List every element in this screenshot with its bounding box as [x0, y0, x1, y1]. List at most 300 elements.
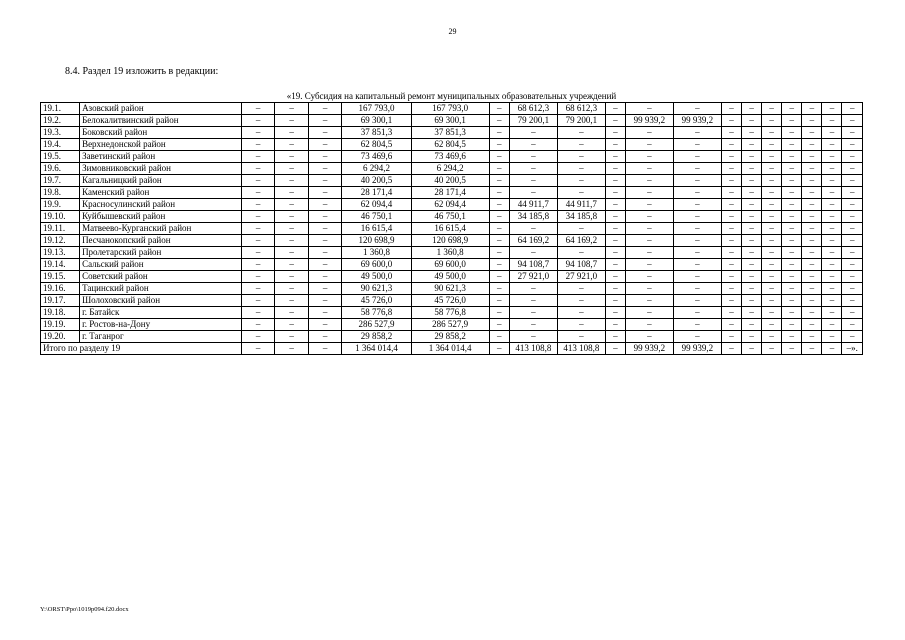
total-cell: – — [802, 343, 822, 355]
table-cell: – — [822, 151, 842, 163]
table-cell: – — [275, 271, 308, 283]
table-cell: – — [742, 307, 762, 319]
table-cell: – — [275, 331, 308, 343]
table-cell: 69 600,0 — [342, 259, 411, 271]
table-cell: – — [308, 127, 341, 139]
total-cell: – — [605, 343, 625, 355]
table-cell: – — [673, 235, 721, 247]
table-cell: – — [605, 151, 625, 163]
table-cell: – — [241, 103, 274, 115]
table-cell: – — [762, 103, 782, 115]
table-cell: – — [625, 163, 673, 175]
table-cell: – — [308, 235, 341, 247]
table-cell: – — [275, 295, 308, 307]
row-district-name: Матвеево-Курганский район — [80, 223, 242, 235]
table-cell: – — [241, 115, 274, 127]
table-cell: – — [489, 187, 509, 199]
table-cell: – — [782, 223, 802, 235]
table-row — [41, 139, 863, 151]
table-cell: – — [802, 115, 822, 127]
table-cell: 120 698,9 — [411, 235, 489, 247]
table-cell: – — [275, 139, 308, 151]
table-cell: – — [509, 151, 557, 163]
table-cell: – — [625, 307, 673, 319]
table-row — [41, 331, 863, 343]
table-cell: – — [489, 199, 509, 211]
table-cell: – — [782, 283, 802, 295]
table-cell: 40 200,5 — [342, 175, 411, 187]
table-cell: – — [822, 199, 842, 211]
table-cell: – — [822, 271, 842, 283]
table-cell: – — [509, 283, 557, 295]
table-cell: – — [822, 223, 842, 235]
table-cell: – — [802, 295, 822, 307]
table-cell: – — [241, 211, 274, 223]
table-cell: – — [822, 103, 842, 115]
table-cell: – — [625, 211, 673, 223]
table-cell: – — [241, 259, 274, 271]
table-cell: – — [625, 283, 673, 295]
table-cell: – — [802, 127, 822, 139]
table-row — [41, 175, 863, 187]
table-cell: 6 294,2 — [342, 163, 411, 175]
table-cell: – — [782, 151, 802, 163]
table-cell: – — [489, 139, 509, 151]
table-cell: – — [842, 307, 863, 319]
row-number: 19.6. — [41, 163, 80, 175]
table-cell: 99 939,2 — [625, 115, 673, 127]
table-cell: – — [802, 247, 822, 259]
table-cell: – — [721, 247, 741, 259]
table-cell: – — [762, 235, 782, 247]
table-cell: – — [782, 139, 802, 151]
table-cell: – — [673, 187, 721, 199]
total-cell: – — [489, 343, 509, 355]
table-cell: 49 500,0 — [411, 271, 489, 283]
table-cell: – — [489, 331, 509, 343]
row-district-name: Каменский район — [80, 187, 242, 199]
table-cell: – — [605, 283, 625, 295]
table-cell: 1 360,8 — [342, 247, 411, 259]
row-district-name: Куйбышевский район — [80, 211, 242, 223]
table-cell: – — [308, 307, 341, 319]
row-district-name: Песчанокопский район — [80, 235, 242, 247]
table-cell: – — [782, 211, 802, 223]
table-cell: – — [673, 151, 721, 163]
table-cell: – — [625, 235, 673, 247]
table-cell: – — [842, 139, 863, 151]
row-number: 19.4. — [41, 139, 80, 151]
table-row — [41, 103, 863, 115]
table-cell: – — [802, 211, 822, 223]
table-cell: 58 776,8 — [411, 307, 489, 319]
total-cell: – — [822, 343, 842, 355]
table-cell: – — [275, 103, 308, 115]
table-cell: – — [802, 307, 822, 319]
table-cell: 64 169,2 — [509, 235, 557, 247]
table-cell: – — [721, 283, 741, 295]
table-cell: 58 776,8 — [342, 307, 411, 319]
table-cell: – — [625, 223, 673, 235]
table-cell: – — [557, 319, 605, 331]
table-cell: – — [489, 319, 509, 331]
table-cell: – — [742, 283, 762, 295]
table-cell: – — [762, 115, 782, 127]
table-cell: – — [842, 331, 863, 343]
table-cell: – — [308, 271, 341, 283]
table-cell: – — [842, 163, 863, 175]
table-cell: – — [308, 283, 341, 295]
table-cell: – — [762, 151, 782, 163]
table-cell: – — [625, 331, 673, 343]
row-number: 19.5. — [41, 151, 80, 163]
table-cell: – — [673, 331, 721, 343]
table-cell: 40 200,5 — [411, 175, 489, 187]
table-cell: – — [241, 319, 274, 331]
table-cell: – — [762, 247, 782, 259]
table-cell: – — [721, 331, 741, 343]
table-row — [41, 151, 863, 163]
table-cell: – — [605, 199, 625, 211]
table-cell: – — [605, 175, 625, 187]
table-cell: – — [762, 331, 782, 343]
table-cell: – — [782, 235, 802, 247]
table-cell: – — [842, 235, 863, 247]
table-cell: – — [673, 139, 721, 151]
table-cell: – — [489, 247, 509, 259]
table-cell: – — [782, 127, 802, 139]
table-cell: – — [802, 187, 822, 199]
table-cell: – — [822, 175, 842, 187]
table-cell: – — [762, 199, 782, 211]
table-cell: – — [721, 307, 741, 319]
table-cell: – — [782, 175, 802, 187]
table-cell: 49 500,0 — [342, 271, 411, 283]
row-district-name: Верхнедонской район — [80, 139, 242, 151]
table-row — [41, 235, 863, 247]
table-cell: – — [557, 295, 605, 307]
table-cell: – — [742, 271, 762, 283]
table-cell: – — [489, 259, 509, 271]
table-cell: – — [557, 331, 605, 343]
table-cell: – — [509, 247, 557, 259]
table-cell: – — [802, 283, 822, 295]
table-cell: – — [673, 319, 721, 331]
table-cell: – — [822, 307, 842, 319]
table-cell: 69 300,1 — [342, 115, 411, 127]
table-cell: 62 804,5 — [342, 139, 411, 151]
table-cell: – — [308, 175, 341, 187]
total-cell: 99 939,2 — [673, 343, 721, 355]
table-cell: – — [782, 247, 802, 259]
table-cell: 90 621,3 — [411, 283, 489, 295]
table-row — [41, 283, 863, 295]
total-cell: – — [742, 343, 762, 355]
table-cell: – — [742, 151, 762, 163]
table-cell: – — [557, 307, 605, 319]
table-cell: 64 169,2 — [557, 235, 605, 247]
table-cell: 27 921,0 — [509, 271, 557, 283]
table-cell: 62 094,4 — [342, 199, 411, 211]
table-cell: 44 911,7 — [557, 199, 605, 211]
table-row — [41, 259, 863, 271]
table-cell: – — [557, 187, 605, 199]
table-cell: – — [241, 247, 274, 259]
total-cell: 413 108,8 — [509, 343, 557, 355]
table-cell: 29 858,2 — [411, 331, 489, 343]
table-cell: – — [802, 319, 822, 331]
table-cell: – — [605, 187, 625, 199]
table-cell: – — [842, 259, 863, 271]
table-cell: 45 726,0 — [342, 295, 411, 307]
table-cell: – — [742, 211, 762, 223]
table-cell: 34 185,8 — [509, 211, 557, 223]
table-cell: – — [308, 103, 341, 115]
table-cell: – — [822, 127, 842, 139]
table-cell: 79 200,1 — [557, 115, 605, 127]
total-label: Итого по разделу 19 — [41, 343, 242, 355]
table-cell: – — [241, 187, 274, 199]
row-district-name: Заветинский район — [80, 151, 242, 163]
row-number: 19.14. — [41, 259, 80, 271]
table-cell: – — [762, 127, 782, 139]
table-cell: 94 108,7 — [509, 259, 557, 271]
row-number: 19.7. — [41, 175, 80, 187]
table-cell: – — [557, 283, 605, 295]
table-cell: – — [842, 187, 863, 199]
table-cell: – — [308, 163, 341, 175]
table-cell: – — [721, 223, 741, 235]
table-cell: – — [275, 211, 308, 223]
row-number: 19.11. — [41, 223, 80, 235]
table-cell: – — [721, 103, 741, 115]
table-cell: – — [842, 151, 863, 163]
table-cell: – — [742, 199, 762, 211]
table-cell: – — [625, 103, 673, 115]
table-cell: 286 527,9 — [411, 319, 489, 331]
table-cell: – — [241, 331, 274, 343]
table-cell: – — [605, 331, 625, 343]
table-cell: – — [822, 247, 842, 259]
table-cell: – — [625, 139, 673, 151]
table-cell: – — [802, 139, 822, 151]
table-cell: – — [275, 199, 308, 211]
table-cell: – — [822, 331, 842, 343]
table-cell: – — [742, 259, 762, 271]
table-cell: – — [605, 115, 625, 127]
table-cell: – — [241, 307, 274, 319]
table-cell: – — [782, 307, 802, 319]
table-cell: – — [308, 295, 341, 307]
table-cell: – — [241, 295, 274, 307]
table-cell: – — [489, 151, 509, 163]
row-number: 19.12. — [41, 235, 80, 247]
table-cell: – — [605, 139, 625, 151]
total-cell: – — [762, 343, 782, 355]
total-cell: – — [275, 343, 308, 355]
row-district-name: г. Таганрог — [80, 331, 242, 343]
table-cell: – — [308, 247, 341, 259]
table-cell: – — [489, 307, 509, 319]
table-cell: – — [275, 307, 308, 319]
total-cell: 413 108,8 — [557, 343, 605, 355]
table-cell: – — [489, 235, 509, 247]
table-cell: – — [842, 103, 863, 115]
subsidy-table — [40, 91, 863, 355]
page-number: 29 — [448, 27, 457, 36]
table-cell: 29 858,2 — [342, 331, 411, 343]
table-cell: 167 793,0 — [411, 103, 489, 115]
table-cell: – — [605, 271, 625, 283]
table-cell: – — [241, 127, 274, 139]
table-cell: – — [782, 259, 802, 271]
table-cell: – — [275, 115, 308, 127]
table-cell: – — [509, 331, 557, 343]
table-cell: – — [721, 235, 741, 247]
table-cell: – — [275, 175, 308, 187]
table-cell: – — [625, 151, 673, 163]
table-cell: – — [782, 103, 802, 115]
row-number: 19.9. — [41, 199, 80, 211]
row-district-name: Кагальницкий район — [80, 175, 242, 187]
row-district-name: Боковский район — [80, 127, 242, 139]
table-cell: – — [557, 139, 605, 151]
table-cell: – — [557, 163, 605, 175]
table-title-row — [41, 91, 863, 103]
table-cell: – — [275, 187, 308, 199]
table-cell: – — [782, 271, 802, 283]
table-cell: – — [308, 211, 341, 223]
table-cell: – — [742, 247, 762, 259]
table-cell: – — [822, 163, 842, 175]
table-cell: – — [557, 127, 605, 139]
table-cell: – — [742, 163, 762, 175]
table-cell: – — [489, 115, 509, 127]
table-cell: – — [673, 247, 721, 259]
table-cell: – — [842, 283, 863, 295]
table-row — [41, 295, 863, 307]
total-cell: – — [241, 343, 274, 355]
table-cell: – — [721, 139, 741, 151]
table-row — [41, 127, 863, 139]
row-district-name: Сальский район — [80, 259, 242, 271]
table-cell: – — [308, 223, 341, 235]
table-row — [41, 247, 863, 259]
table-cell: 62 094,4 — [411, 199, 489, 211]
table-cell: 37 851,3 — [342, 127, 411, 139]
table-cell: – — [673, 295, 721, 307]
table-cell: – — [782, 115, 802, 127]
table-cell: 37 851,3 — [411, 127, 489, 139]
table-cell: – — [308, 199, 341, 211]
table-cell: – — [605, 163, 625, 175]
total-row — [41, 343, 863, 355]
table-row — [41, 223, 863, 235]
table-cell: – — [742, 175, 762, 187]
table-cell: – — [605, 247, 625, 259]
table-cell: – — [625, 247, 673, 259]
table-cell: – — [489, 127, 509, 139]
table-cell: – — [842, 115, 863, 127]
row-district-name: Тацинский район — [80, 283, 242, 295]
table-cell: – — [842, 127, 863, 139]
table-cell: – — [509, 175, 557, 187]
table-cell: – — [822, 115, 842, 127]
table-cell: – — [509, 307, 557, 319]
table-cell: – — [762, 175, 782, 187]
table-cell: – — [673, 175, 721, 187]
table-cell: – — [673, 259, 721, 271]
table-cell: – — [673, 163, 721, 175]
row-number: 19.17. — [41, 295, 80, 307]
table-cell: – — [802, 271, 822, 283]
table-cell: – — [782, 199, 802, 211]
table-cell: – — [802, 175, 822, 187]
total-cell: 99 939,2 — [625, 343, 673, 355]
table-cell: – — [625, 175, 673, 187]
table-cell: – — [275, 151, 308, 163]
row-number: 19.1. — [41, 103, 80, 115]
table-cell: – — [308, 151, 341, 163]
table-cell: – — [557, 223, 605, 235]
table-cell: – — [721, 187, 741, 199]
table-cell: – — [762, 307, 782, 319]
total-cell: –». — [842, 343, 863, 355]
table-cell: – — [822, 319, 842, 331]
footer-file-path: Y:\ORST\Ppo\1019p094.f20.docx — [40, 606, 129, 613]
table-cell: – — [605, 223, 625, 235]
table-cell: – — [721, 271, 741, 283]
table-cell: – — [742, 331, 762, 343]
table-cell: – — [308, 259, 341, 271]
total-cell: – — [308, 343, 341, 355]
table-cell: – — [822, 211, 842, 223]
table-cell: – — [308, 319, 341, 331]
row-number: 19.10. — [41, 211, 80, 223]
row-number: 19.2. — [41, 115, 80, 127]
table-cell: – — [742, 187, 762, 199]
table-cell: – — [802, 223, 822, 235]
table-cell: – — [782, 319, 802, 331]
table-row — [41, 211, 863, 223]
total-cell: 1 364 014,4 — [411, 343, 489, 355]
table-cell: – — [742, 139, 762, 151]
table-cell: – — [241, 139, 274, 151]
table-cell: 1 360,8 — [411, 247, 489, 259]
table-row — [41, 271, 863, 283]
table-cell: – — [241, 223, 274, 235]
table-row — [41, 163, 863, 175]
table-cell: – — [241, 199, 274, 211]
table-cell: – — [782, 331, 802, 343]
table-cell: 27 921,0 — [557, 271, 605, 283]
table-cell: – — [509, 295, 557, 307]
table-cell: – — [605, 259, 625, 271]
table-cell: – — [802, 103, 822, 115]
table-cell: 79 200,1 — [509, 115, 557, 127]
table-cell: 62 804,5 — [411, 139, 489, 151]
table-cell: 69 600,0 — [411, 259, 489, 271]
table-cell: – — [241, 163, 274, 175]
table-cell: – — [721, 295, 741, 307]
table-cell: – — [721, 175, 741, 187]
table-cell: – — [673, 211, 721, 223]
table-cell: – — [842, 295, 863, 307]
table-cell: – — [625, 295, 673, 307]
table-cell: – — [802, 151, 822, 163]
row-number: 19.8. — [41, 187, 80, 199]
table-cell: – — [822, 139, 842, 151]
